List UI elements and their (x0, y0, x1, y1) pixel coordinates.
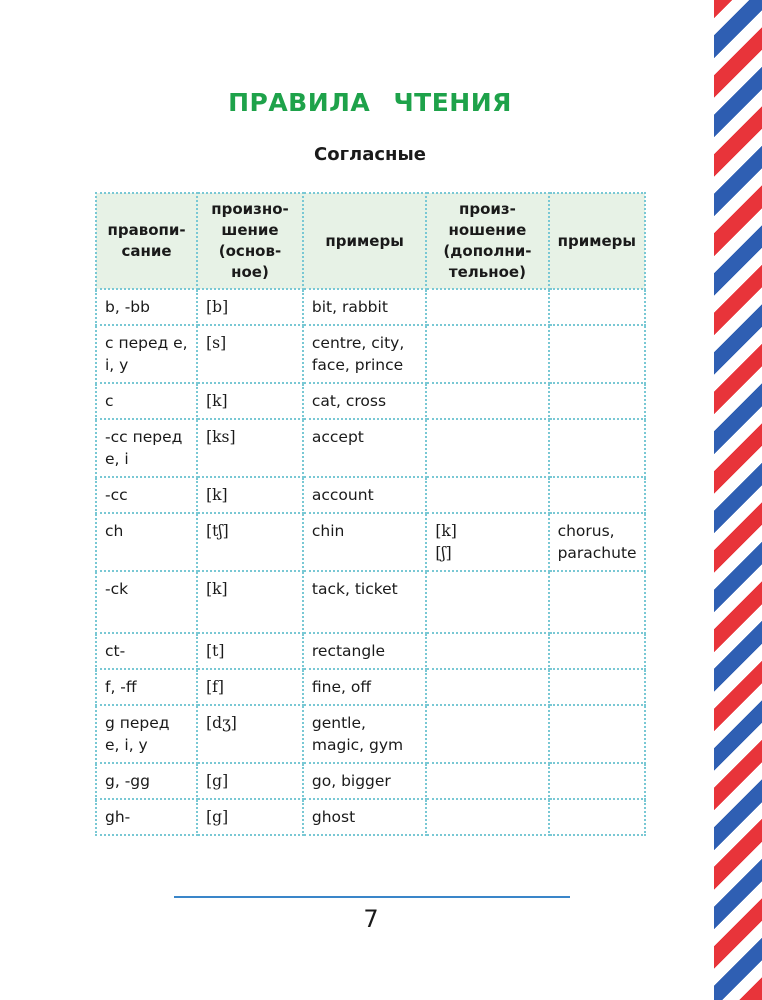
table-row (96, 513, 645, 571)
cell-spelling: g перед e, i, y (96, 705, 197, 763)
cell-examples: bit, rabbit (303, 289, 426, 325)
cell-examples: go, bigger (303, 763, 426, 799)
cell-examples: chin (303, 513, 426, 571)
table-row (96, 571, 645, 633)
cell-main-pronunciation: [ks] (197, 419, 303, 477)
cell-extra-examples (549, 383, 645, 419)
footer-divider (174, 896, 570, 898)
cell-main-pronunciation: [k] (197, 571, 303, 633)
cell-main-pronunciation: [tʃ] (197, 513, 303, 571)
cell-extra-examples: chorus, parachute (549, 513, 645, 571)
cell-examples: account (303, 477, 426, 513)
cell-extra-examples (549, 325, 645, 383)
cell-extra-examples (549, 419, 645, 477)
cell-examples: fine, off (303, 669, 426, 705)
cell-examples: centre, city, face, prince (303, 325, 426, 383)
page-title: ПРАВИЛА ЧТЕНИЯ (228, 88, 512, 117)
cell-extra-examples (549, 633, 645, 669)
cell-main-pronunciation: [f] (197, 669, 303, 705)
table-row (96, 289, 645, 325)
cell-spelling: f, -ff (96, 669, 197, 705)
cell-examples: rectangle (303, 633, 426, 669)
cell-spelling: c (96, 383, 197, 419)
cell-extra-pronunciation (426, 477, 548, 513)
table-row (96, 383, 645, 419)
header-examples: примеры (303, 193, 426, 289)
cell-extra-pronunciation (426, 705, 548, 763)
cell-main-pronunciation: [t] (197, 633, 303, 669)
cell-main-pronunciation: [k] (197, 383, 303, 419)
cell-main-pronunciation: [b] (197, 289, 303, 325)
cell-spelling: ch (96, 513, 197, 571)
cell-spelling: g, -gg (96, 763, 197, 799)
cell-extra-examples (549, 705, 645, 763)
table-row (96, 705, 645, 763)
cell-spelling: c перед e, i, y (96, 325, 197, 383)
table-row (96, 477, 645, 513)
header-main-pronunciation: произно- шение (основ- ное) (197, 193, 303, 289)
cell-extra-pronunciation (426, 571, 548, 633)
cell-main-pronunciation: [k] (197, 477, 303, 513)
cell-extra-pronunciation (426, 669, 548, 705)
cell-spelling: -cc перед e, i (96, 419, 197, 477)
cell-spelling: gh- (96, 799, 197, 835)
header-extra-pronunciation: произ- ношение (дополни- тельное) (426, 193, 548, 289)
cell-extra-examples (549, 571, 645, 633)
cell-main-pronunciation: [dʒ] (197, 705, 303, 763)
cell-extra-pronunciation (426, 633, 548, 669)
cell-main-pronunciation: [g] (197, 799, 303, 835)
cell-examples: accept (303, 419, 426, 477)
cell-spelling: ct- (96, 633, 197, 669)
cell-extra-examples (549, 799, 645, 835)
cell-spelling: -cc (96, 477, 197, 513)
table-row (96, 325, 645, 383)
header-spelling: правопи- сание (96, 193, 197, 289)
cell-main-pronunciation: [s] (197, 325, 303, 383)
table-row (96, 763, 645, 799)
cell-extra-examples (549, 763, 645, 799)
cell-extra-pronunciation (426, 289, 548, 325)
page-number: 7 (363, 905, 379, 933)
cell-extra-pronunciation (426, 383, 548, 419)
cell-extra-pronunciation (426, 419, 548, 477)
cell-examples: cat, cross (303, 383, 426, 419)
cell-examples: tack, ticket (303, 571, 426, 633)
table-row (96, 419, 645, 477)
cell-spelling: b, -bb (96, 289, 197, 325)
cell-examples: ghost (303, 799, 426, 835)
header-extra-examples: примеры (549, 193, 645, 289)
cell-examples: gentle, magic, gym (303, 705, 426, 763)
cell-extra-examples (549, 289, 645, 325)
cell-extra-pronunciation (426, 763, 548, 799)
cell-main-pronunciation: [g] (197, 763, 303, 799)
cell-spelling: -ck (96, 571, 197, 633)
cell-extra-pronunciation (426, 799, 548, 835)
cell-extra-examples (549, 477, 645, 513)
section-subtitle: Согласные (314, 144, 426, 165)
cell-extra-examples (549, 669, 645, 705)
reading-rules-table (95, 192, 646, 836)
cell-extra-pronunciation: [k] [ʃ] (426, 513, 548, 571)
cell-extra-pronunciation (426, 325, 548, 383)
table-row (96, 799, 645, 835)
table-row (96, 669, 645, 705)
table-row (96, 633, 645, 669)
table-header-row (96, 193, 645, 289)
